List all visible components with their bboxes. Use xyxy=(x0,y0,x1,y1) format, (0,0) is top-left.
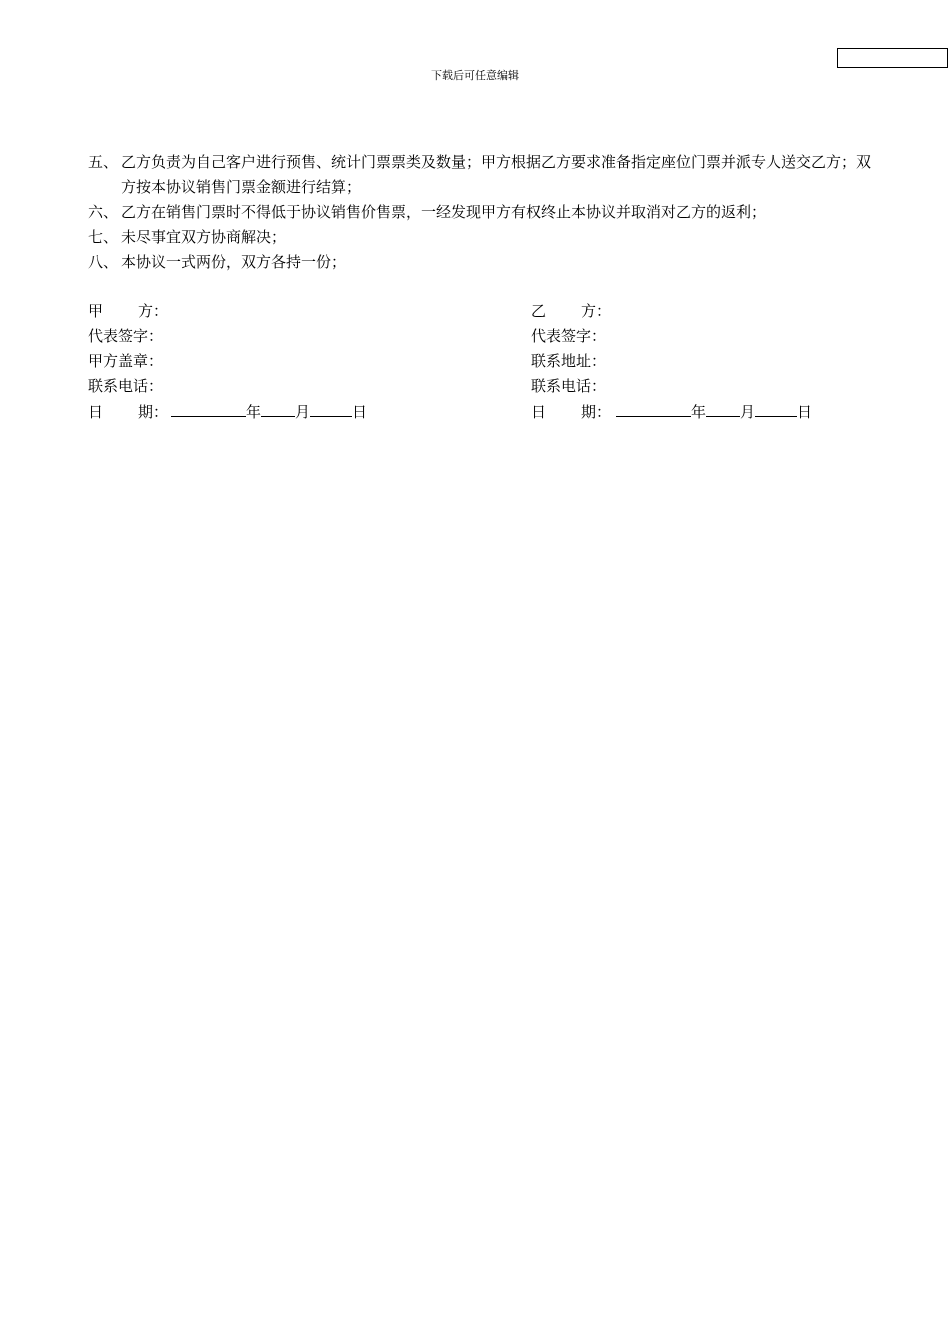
clause-list xyxy=(88,150,878,275)
party-b-date-row xyxy=(531,399,812,424)
party-a-month-label: 月 xyxy=(295,403,311,421)
clause-text: 乙方负责为自己客户进行预售、统计门票票类及数量；甲方根据乙方要求准备指定座位门票并派专人送交乙方；双方按本协议销售门票金额进行结算； xyxy=(121,153,872,196)
party-a-seal-label: 甲方盖章： xyxy=(88,352,164,370)
party-b-label-c2: 方： xyxy=(581,302,612,320)
clause-number: 八、 xyxy=(88,253,119,271)
party-a-date-c1: 日 xyxy=(88,403,104,421)
party-b-month-label: 月 xyxy=(740,403,756,421)
party-b-date-c2: 期： xyxy=(581,403,612,421)
header-note: 下载后可任意编辑 xyxy=(431,69,519,82)
party-a-rep-sign-label: 代表签字： xyxy=(88,327,164,345)
party-b-year-label: 年 xyxy=(691,403,707,421)
party-b-address-label: 联系地址： xyxy=(531,352,607,370)
clause-number: 七、 xyxy=(88,228,119,246)
party-a-year-blank[interactable] xyxy=(171,399,246,417)
party-a-date-c2: 期： xyxy=(138,403,169,421)
party-a-label-c2: 方： xyxy=(138,302,169,320)
party-a-phone-row xyxy=(88,374,367,399)
party-b-year-blank[interactable] xyxy=(616,399,691,417)
party-b-phone-row xyxy=(531,374,812,399)
party-b-day-label: 日 xyxy=(797,403,813,421)
clause-text: 乙方在销售门票时不得低于协议销售价售票，一经发现甲方有权终止本协议并取消对乙方的返利； xyxy=(121,203,767,221)
clause-6 xyxy=(88,200,878,225)
party-a-date-row xyxy=(88,399,367,424)
clause-number: 五、 xyxy=(88,153,119,171)
clause-8 xyxy=(88,250,878,275)
party-a-phone-label: 联系电话： xyxy=(88,377,164,395)
clause-number: 六、 xyxy=(88,203,119,221)
page-number-box xyxy=(837,48,948,68)
party-a-seal-row xyxy=(88,349,367,374)
clause-text: 未尽事宜双方协商解决； xyxy=(121,228,287,246)
party-b-address-row xyxy=(531,349,812,374)
party-a-month-blank[interactable] xyxy=(261,399,295,417)
party-b-rep-sign-label: 代表签字： xyxy=(531,327,607,345)
party-b-date-c1: 日 xyxy=(531,403,547,421)
clause-5 xyxy=(88,150,878,200)
clause-7 xyxy=(88,225,878,250)
party-b-phone-label: 联系电话： xyxy=(531,377,607,395)
signature-block-party-b xyxy=(531,299,812,424)
party-b-rep-sign-row xyxy=(531,324,812,349)
party-a-day-label: 日 xyxy=(352,403,368,421)
party-a-day-blank[interactable] xyxy=(310,399,352,417)
party-b-day-blank[interactable] xyxy=(755,399,797,417)
signature-block-party-a xyxy=(88,299,367,424)
party-a-label-c1: 甲 xyxy=(88,302,104,320)
party-a-name-row xyxy=(88,299,367,324)
party-a-year-label: 年 xyxy=(246,403,262,421)
party-a-rep-sign-row xyxy=(88,324,367,349)
party-b-month-blank[interactable] xyxy=(706,399,740,417)
party-b-label-c1: 乙 xyxy=(531,302,547,320)
party-b-name-row xyxy=(531,299,812,324)
clause-text: 本协议一式两份，双方各持一份； xyxy=(121,253,347,271)
